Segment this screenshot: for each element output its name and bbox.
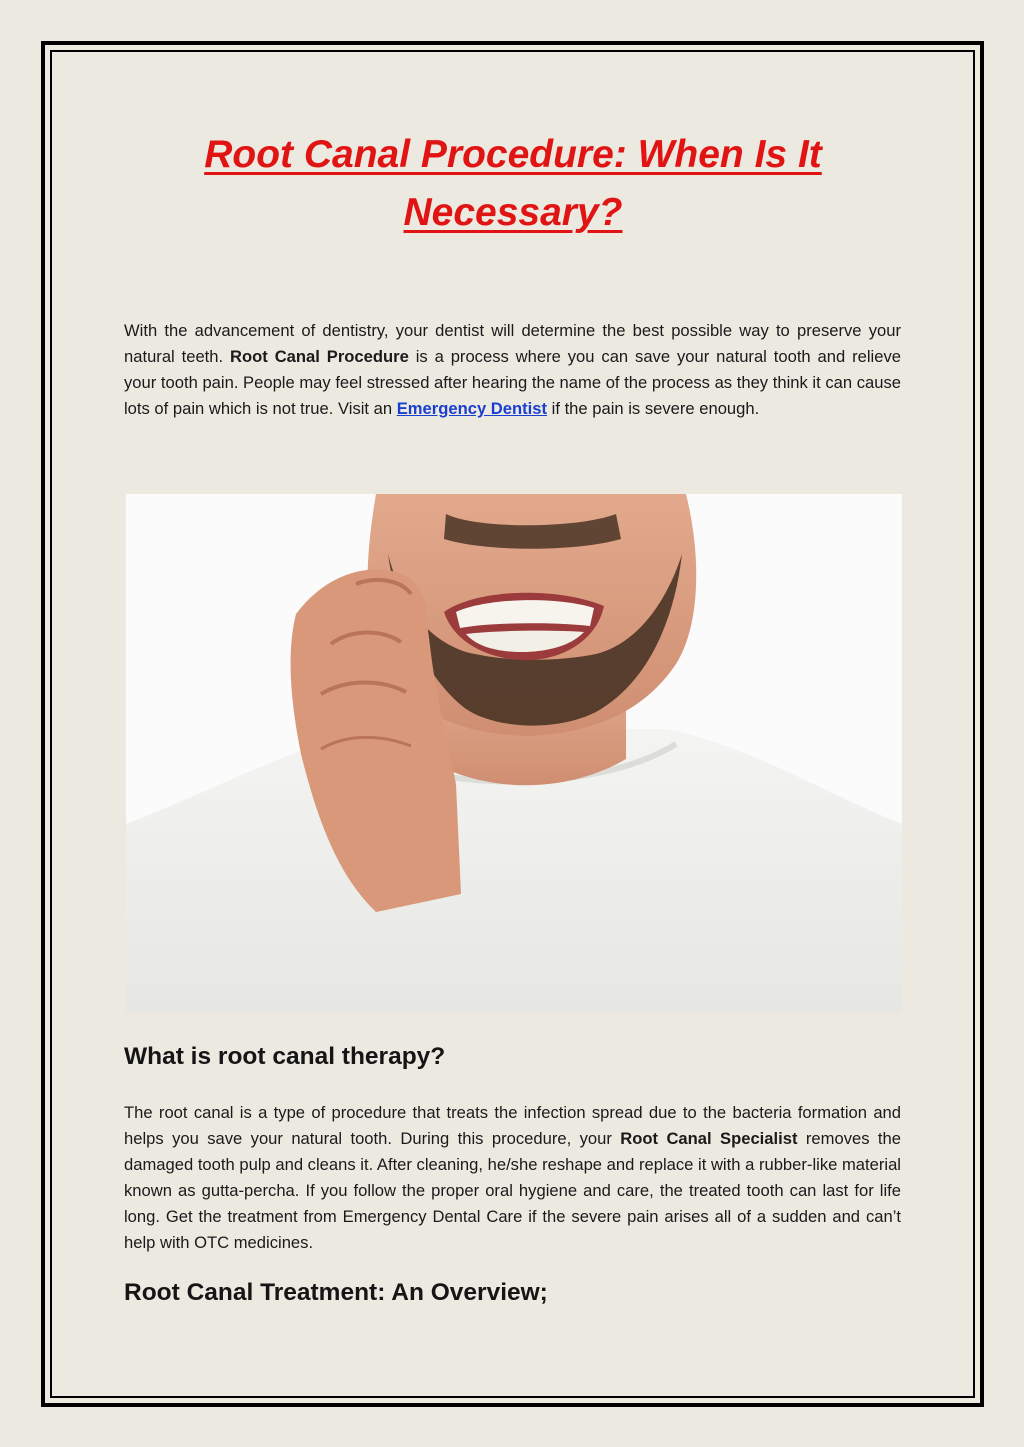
section1-text-1: The root canal is a type of procedure that treats the infection spread due to the bacteria formation and helps you save your natural tooth. During this procedure, your <box>124 1103 901 1148</box>
intro-paragraph <box>124 318 901 422</box>
section1-text-2: removes the damaged tooth pulp and cleans it. After cleaning, he/she reshape and replace it with a rubber-like material known as gutta-percha. If you follow the proper oral hygiene and care, the treated tooth can last for life long. Get the treatment from Emergency Dental Care if the severe pain arises all of a sudden and can’t help with OTC medicines. <box>124 1129 901 1252</box>
toothache-illustration <box>126 494 902 1012</box>
intro-bold-root-canal-procedure: Root Canal Procedure <box>230 347 409 366</box>
root-canal-therapy-paragraph <box>124 1100 901 1256</box>
emergency-dentist-link[interactable]: Emergency Dentist <box>396 399 548 418</box>
intro-text-3: if the pain is severe enough. <box>547 399 760 418</box>
section-heading-what-is-root-canal: What is root canal therapy? <box>124 1043 446 1070</box>
section1-bold-root-canal-specialist: Root Canal Specialist <box>620 1129 798 1148</box>
intro-text-1: With the advancement of dentistry, your dentist will determine the best possible way to preserve your natural teeth. <box>124 321 901 366</box>
intro-text-2: is a process where you can save your natural tooth and relieve your tooth pain. People may feel stressed after hearing the name of the process as they think it can cause lots of pain which is not true. Visit an <box>124 347 901 418</box>
section-heading-overview: Root Canal Treatment: An Overview; <box>124 1279 548 1306</box>
toothache-photo <box>126 494 902 1012</box>
page-title: Root Canal Procedure: When Is It Necessary? <box>204 133 822 234</box>
